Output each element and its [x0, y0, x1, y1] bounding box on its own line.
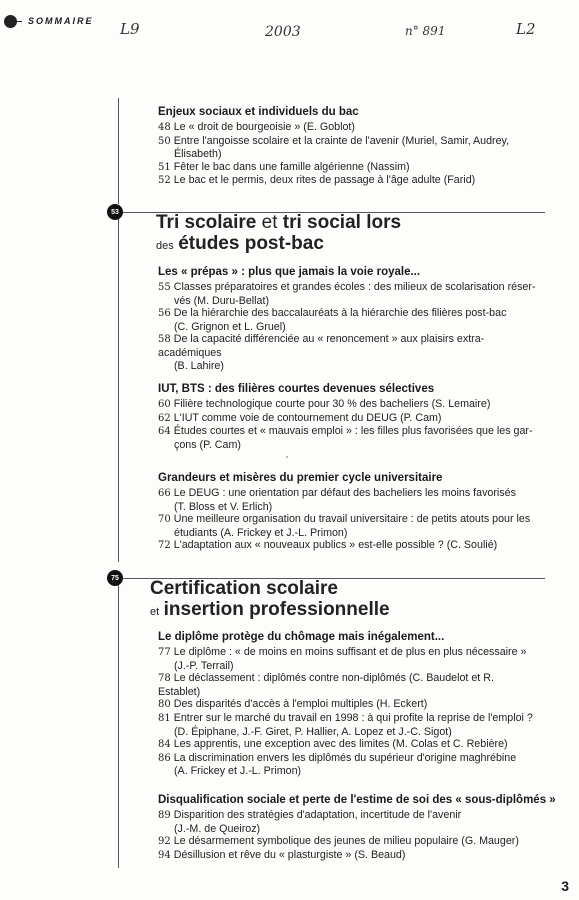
margin-rule	[118, 212, 119, 562]
handwritten-note-4: L2	[516, 20, 536, 38]
toc-entry[interactable]	[158, 835, 538, 849]
handwritten-note-2: 2003	[265, 24, 301, 40]
page-ref: 77	[158, 647, 171, 658]
handwritten-note-1: L9	[120, 20, 140, 38]
page-ref: 51	[158, 161, 171, 173]
section-badge: 53	[107, 204, 123, 220]
toc-entry[interactable]	[158, 752, 538, 778]
group-entries	[158, 281, 538, 372]
section-title-part: études post-bac	[178, 233, 324, 254]
entry-text: De la capacité différenciée au « renoncement » aux plaisirs extra-académiques	[158, 333, 485, 359]
group-heading: IUT, BTS : des filières courtes devenues sélectives	[158, 383, 435, 395]
entry-text: Une meilleure organisation du travail universitaire : de petits atouts pour les	[173, 513, 531, 526]
entry-text-cont: (J.-P. Terrail)	[174, 659, 234, 672]
entry-text-cont: çons (P. Cam)	[174, 438, 241, 451]
toc-entry[interactable]	[158, 135, 538, 161]
toc-entry[interactable]	[158, 333, 538, 372]
group-heading: Les « prépas » : plus que jamais la voie royale...	[158, 266, 421, 278]
group-entries	[158, 398, 538, 451]
entry-text: Classes préparatoires et grandes écoles : des milieux de scolarisation réser-	[173, 281, 536, 293]
group-heading: Grandeurs et misères du premier cycle universitaire	[158, 472, 443, 484]
handwritten-note-3: n° 891	[405, 24, 446, 38]
entry-text-cont: (J.-M. de Queiroz)	[174, 822, 261, 835]
group-heading: Enjeux sociaux et individuels du bac	[158, 106, 359, 118]
group-entries	[158, 646, 538, 778]
page-ref: 60	[158, 399, 171, 410]
toc-entry[interactable]	[158, 281, 538, 307]
section-badge: 75	[107, 570, 123, 586]
entry-text: Les apprentis, une exception avec des limites (M. Colas et C. Rebière)	[173, 738, 508, 751]
entry-text: Le bac et le permis, deux rites de passage à l'âge adulte (Farid)	[173, 174, 476, 187]
section-title-part: des	[156, 240, 174, 252]
section-title-part: insertion professionnelle	[163, 599, 390, 620]
entry-text: Entrer sur le marché du travail en 1998 : à qui profite la reprise de l'emploi ?	[173, 711, 533, 724]
group-entries	[158, 487, 538, 553]
page-ref: 62	[158, 412, 171, 424]
entry-text: Le « droit de bourgeoisie » (E. Goblot)	[173, 121, 355, 133]
group-heading: Le diplôme protège du chômage mais inégalement...	[158, 631, 445, 643]
entry-text-cont: (B. Lahire)	[174, 359, 224, 372]
toc-entry[interactable]	[158, 849, 538, 863]
toc-entry[interactable]	[158, 307, 538, 333]
entry-text-cont: (A. Frickey et J.-L. Primon)	[174, 765, 302, 778]
group-entries	[158, 809, 538, 862]
toc-entry[interactable]	[158, 412, 538, 426]
section-subtitle	[150, 600, 390, 619]
entry-text: Entre l'angoisse scolaire et la crainte de l'avenir (Muriel, Samir, Audrey,	[173, 134, 510, 147]
entry-text-cont: (D. Épiphane, J.-F. Giret, P. Hallier, A. Lopez et J.-C. Sigot)	[174, 725, 452, 738]
page-ref: 50	[158, 135, 171, 147]
page-ref: 55	[158, 282, 171, 293]
entry-text: Le diplôme : « de moins en moins suffisant et de plus en plus nécessaire »	[173, 646, 527, 658]
section-title-part: Certification scolaire	[150, 578, 338, 599]
section-title-part: Tri scolaire	[156, 212, 257, 233]
toc-entry[interactable]	[158, 672, 538, 698]
group-heading: Disqualification sociale et perte de l'estime de soi des « sous-diplômés »	[158, 794, 556, 806]
section-subtitle	[156, 234, 324, 253]
toc-entry[interactable]	[158, 174, 538, 188]
page-ref: 66	[158, 488, 171, 499]
page-ref: 72	[158, 540, 171, 552]
entry-text: Le déclassement : diplômés contre non-diplômés (C. Baudelot et R. Establet)	[158, 672, 494, 698]
page-ref: 84	[158, 739, 171, 751]
entry-text-cont: Élisabeth)	[174, 148, 222, 161]
entry-text: La discrimination envers les diplômés du supérieur d'origine maghrébine	[173, 751, 517, 764]
page-number: 3	[561, 878, 569, 894]
toc-entry[interactable]	[158, 698, 538, 712]
group-entries	[158, 121, 538, 188]
page-ref: 58	[158, 334, 171, 346]
entry-text: Des disparités d'accès à l'emploi multiples (H. Eckert)	[173, 698, 428, 711]
margin-rule	[118, 98, 119, 204]
entry-text: Filière technologique courte pour 30 % des bacheliers (S. Lemaire)	[173, 398, 491, 410]
page-ref: 52	[158, 175, 171, 187]
entry-text: Fêter le bac dans une famille algérienne (Nassim)	[173, 160, 410, 173]
toc-entry[interactable]	[158, 121, 538, 135]
toc-entry[interactable]	[158, 646, 538, 672]
section-title-part: tri social lors	[282, 212, 402, 233]
entry-text: Le DEUG : une orientation par défaut des bacheliers les moins favorisés	[173, 487, 516, 499]
section-title-part: et	[150, 606, 160, 618]
section-title-part: et	[261, 212, 278, 233]
page-ref: 89	[158, 810, 171, 821]
toc-entry[interactable]	[158, 513, 538, 539]
entry-text-cont: (T. Bloss et V. Erlich)	[174, 500, 273, 513]
margin-rule	[118, 578, 119, 868]
page-ref: 80	[158, 699, 171, 711]
toc-entry[interactable]	[158, 712, 538, 738]
page-ref: 70	[158, 514, 171, 526]
entry-text: L'IUT comme voie de contournement du DEUG (P. Cam)	[173, 411, 442, 424]
entry-text-cont: étudiants (A. Frickey et J.-L. Primon)	[174, 526, 348, 539]
entry-text: L'adaptation aux « nouveaux publics » est-elle possible ? (C. Soulié)	[173, 539, 498, 552]
entry-text: Le désarmement symbolique des jeunes de milieu populaire (G. Mauger)	[173, 835, 519, 848]
entry-text: Disparition des stratégies d'adaptation, incertitude de l'avenir	[173, 809, 462, 821]
toc-entry[interactable]	[158, 161, 538, 175]
entry-text-cont: vés (M. Duru-Bellat)	[174, 294, 270, 307]
toc-entry[interactable]	[158, 425, 538, 451]
section-title	[150, 579, 338, 598]
page-ref: 86	[158, 752, 171, 764]
section-title	[156, 213, 401, 232]
page-ref: 64	[158, 426, 171, 438]
toc-entry[interactable]	[158, 539, 538, 553]
entry-text: De la hiérarchie des baccalauréats à la hiérarchie des filières post-bac	[173, 307, 507, 320]
entry-text: Désillusion et rêve du « plasturgiste » (S. Beaud)	[173, 848, 406, 861]
header-rule	[10, 21, 22, 22]
page-ref: 78	[158, 673, 171, 685]
entry-text-cont: (C. Grignon et L. Gruel)	[174, 320, 286, 333]
toc-entry[interactable]	[158, 809, 538, 835]
running-header: SOMMAIRE	[28, 16, 94, 26]
page-ref: 92	[158, 836, 171, 848]
page-ref: 56	[158, 308, 171, 320]
page-ref: 48	[158, 122, 171, 133]
entry-text: Études courtes et « mauvais emploi » : les filles plus favorisées que les gar-	[173, 425, 533, 438]
toc-entry[interactable]	[158, 487, 538, 513]
page-ref: 94	[158, 849, 171, 861]
toc-entry[interactable]	[158, 398, 538, 412]
toc-entry[interactable]	[158, 738, 538, 752]
stray-mark: '	[286, 455, 288, 466]
page-ref: 81	[158, 712, 171, 724]
